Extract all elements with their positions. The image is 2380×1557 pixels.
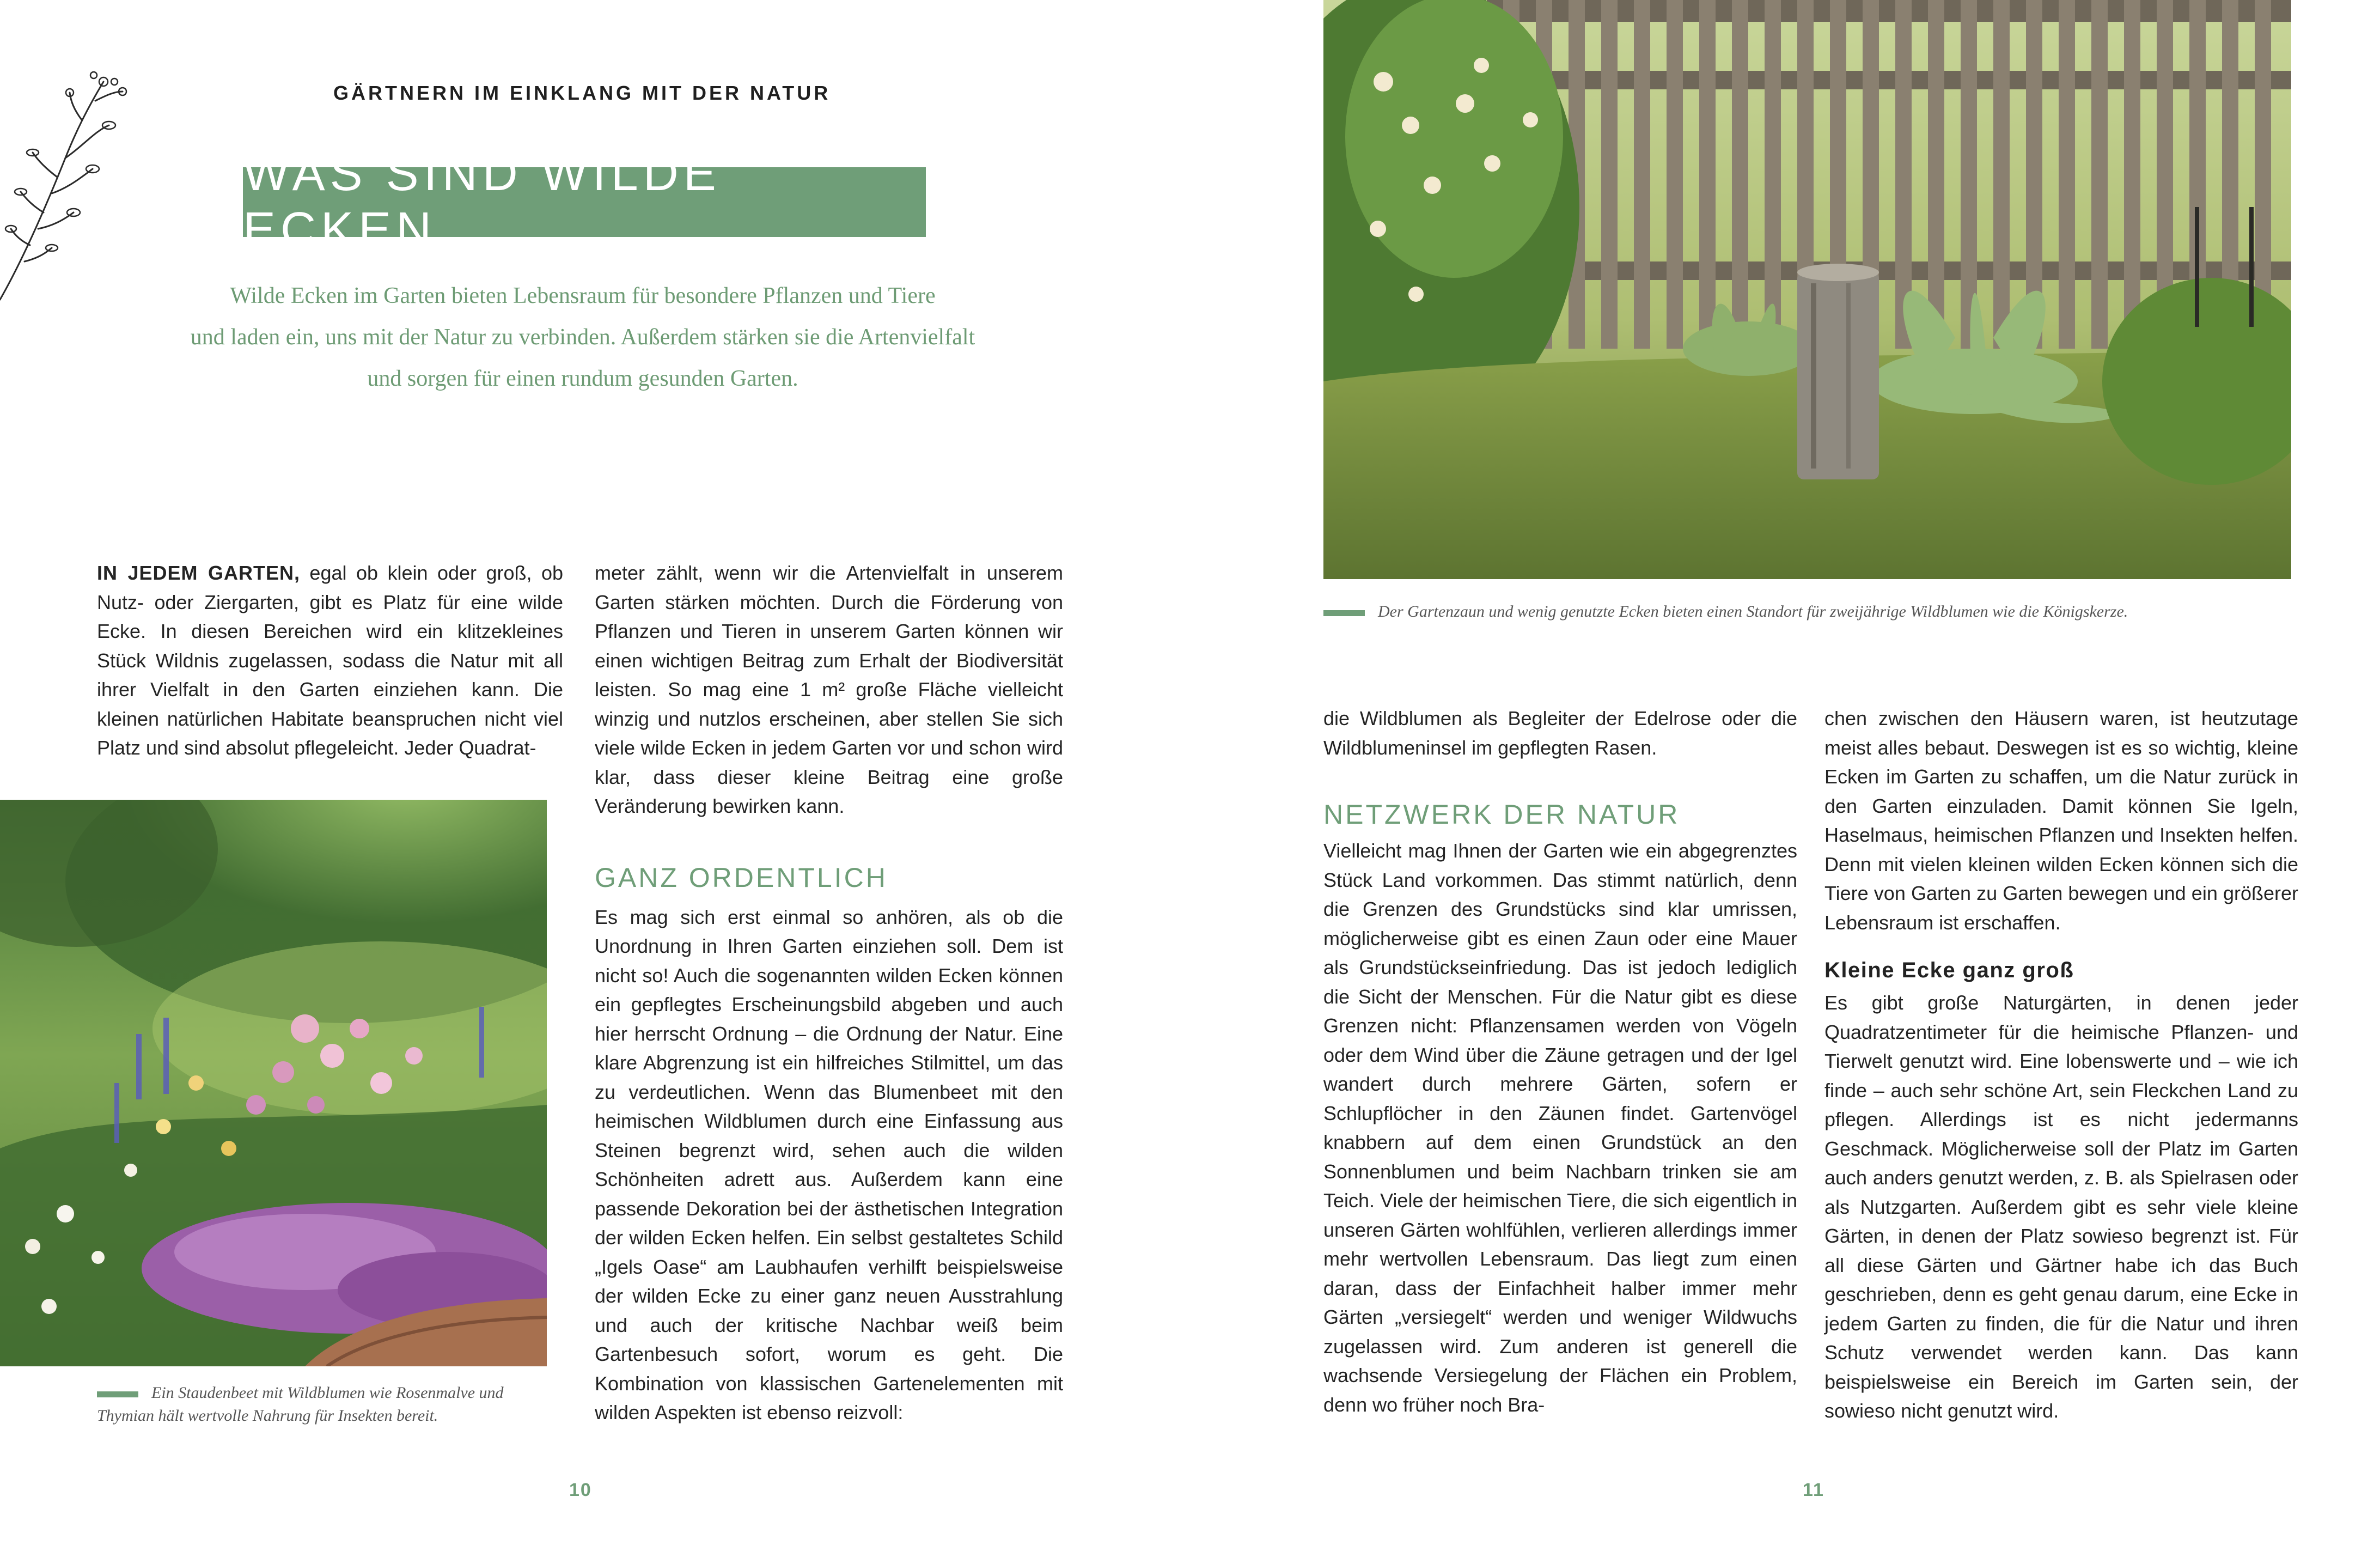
caption-bar [97,1391,138,1397]
column-2-para-1: meter zählt, wenn wir die Artenvielfalt in unserem Garten stärken möchten. Durch die Förderung von Pflanzen und Tieren in unserem Garten können wir einen wichtigen Beitrag zum Erhalt der Biodiversität leisten. So mag eine 1 m² große Fläche vielleicht winzig und nutzlos erscheinen, aber stellen Sie sich viele wilde Ecken in jedem Garten vor und schon wird klar, dass dieser kleine Beitrag eine große Veränderung bewirken kann. [595,562,1063,817]
title-banner [243,147,926,257]
column-2 [595,558,1063,1427]
lead-line-3: und sorgen für einen rundum gesunden Garten. [367,366,798,391]
lead-paragraph [109,275,1057,399]
photo-fence [1323,0,2291,579]
caption-text-right: Der Gartenzaun und wenig genutzte Ecken bieten einen Standort für zweijährige Wildblumen wie die Königskerze. [1378,603,2128,621]
column-1-body: egal ob klein oder groß, ob Nutz- oder Ziergarten, gibt es Platz für eine wilde Ecke. In diesen Bereichen wird ein klitzekleines Stück Wildnis zugelassen, sodass die Natur mit all ihrer Vielfalt in den Garten einziehen kann. Die kleinen natürlichen Habitate beanspruchen nicht viel Platz und sind absolut pflegeleicht. Jeder Quadrat- [97,562,563,759]
photo-caption-right [1323,600,2291,623]
page-number-left: 10 [569,1480,592,1500]
column-1 [97,558,563,763]
right-page [1190,0,2380,1557]
photo-flowerbed [0,800,547,1366]
column-3-para-2: Vielleicht mag Ihnen der Garten wie ein abgegrenztes Stück Land vorkommen. Das stimmt natürlich, denn die Grenzen des Grundstücks sind klar umrissen, möglicherweise gibt es einen Zaun oder eine Mauer als Grundstückseinfriedung. Das ist jedoch lediglich die Sicht der Menschen. Für die Natur gibt es diese Grenzen nicht: Pflanzensamen werden von Vögeln oder dem Wind über die Zäune getragen und der Igel wandert durch mehrere Gärten, sofern er Schlupflöcher in den Zäunen findet. Gartenvögel knabbern auf dem einen Grundstück an den Sonnenblumen und beim Nachbarn trinken sie am Teich. Viele der heimischen Tiere, die sich eigentlich in unseren Gärten wohlfühlen, verlieren allerdings immer mehr wertvollen Lebensraum. Das liegt zum einen daran, dass der Einfachheit halber immer mehr Gärten „versiegelt“ werden und weniger Wildwuchs zugelassen wird. Zum anderen ist generell die wachsende Versiegelung der Flächen ein Problem, denn wo früher noch Bra- [1323,840,1797,1416]
caption-bar [1323,610,1365,616]
fence-image [1323,0,2291,579]
heading-netzwerk-der-natur: NETZWERK DER NATUR [1323,799,1680,830]
chapter-kicker: GÄRTNERN IM EINKLANG MIT DER NATUR [333,82,831,104]
page-title: WAS SIND WILDE ECKEN [243,147,721,257]
botanical-sprig-icon [0,65,131,305]
flowerbed-image [0,800,547,1366]
column-1-text [97,558,563,763]
column-3-para-1: die Wildblumen als Begleiter der Edelrose oder die Wildblumeninsel im gepflegten Rasen. [1323,707,1797,759]
column-3 [1323,704,1797,1419]
column-4-para-2: Es gibt große Naturgärten, in denen jeder Quadratzentimeter für die heimische Pflanzen- und Tierwelt genutzt wird. Eine lobenswerte und – wie ich finde – auch sehr schöne Art, sein Fleckchen Land zu pflegen. Allerdings ist es nicht jedermanns Geschmack. Möglicherweise soll der Platz im Garten auch anders genutzt werden, z. B. als Spielrasen oder als Nutzgarten. Außerdem gibt es sehr viele kleine Gärten, in denen der Platz sowieso begrenzt ist. Für all diese Gärten und Gärtner habe ich das Buch geschrieben, denn es geht genau darum, eine Ecke in jedem Garten zu finden, die für die Natur und ihren Schutz verwendet werden kann. Das kann beispielsweise ein Bereich im Garten sein, der sowieso nicht genutzt wird. [1824,992,2298,1422]
lead-in: IN JEDEM GARTEN, [97,562,300,584]
lead-line-1: Wilde Ecken im Garten bieten Lebensraum für besondere Pflanzen und Tiere [230,283,936,308]
lead-line-2: und laden ein, uns mit der Natur zu verbinden. Außerdem stärken sie die Artenvielfalt [190,325,975,350]
caption-text-left: Ein Staudenbeet mit Wildblumen wie Rosenmalve und Thymian hält wertvolle Nahrung für Insekten bereit. [97,1384,504,1425]
heading-kleine-ecke: Kleine Ecke ganz groß [1824,958,2074,982]
column-4 [1824,704,2298,1426]
column-2-para-2: Es mag sich erst einmal so anhören, als ob die Unordnung in Ihren Garten einziehen soll. Dem ist nicht so! Auch die sogenannten wilden Ecken können ein gepflegtes Erscheinungsbild abgeben und auch hier herrscht Ordnung – die Ordnung der Natur. Eine klare Abgrenzung ist ein hilfreiches Stilmittel, um das zu verdeutlichen. Wenn das Blumenbeet mit den heimischen Wildblumen durch eine Einfassung aus Steinen begrenzt wird, sehen auch die wilden Schönheiten adrett aus. Außerdem kann eine passende Dekoration bei der ästhetischen Integration der wilden Ecken helfen. Ein selbst gestaltetes Schild „Igels Oase“ am Laubhaufen verhilft beispielsweise der wilden Ecke zu einer ganz neuen Ausstrahlung und auch der kritische Nachbar weiß beim Gartenbesuch sofort, worum es geht. Die Kombination von klassischen Gartenelementen mit wilden Aspekten ist ebenso reizvoll: [595,905,1063,1424]
page-number-right: 11 [1803,1480,1824,1500]
photo-caption-left [97,1382,554,1427]
heading-ganz-ordentlich: GANZ ORDENTLICH [595,862,888,893]
column-4-para-1: chen zwischen den Häusern waren, ist heutzutage meist alles bebaut. Deswegen ist es so wichtig, kleine Ecken im Garten zu schaffen, um die Natur zurück in den Garten einzuladen. Damit können Sie Igeln, Haselmaus, heimischen Pflanzen und Insekten helfen. Denn mit vielen kleinen wilden Ecken können sich die Tiere von Garten zu Garten bewegen und ein größerer Lebensraum ist erschaffen. [1824,707,2298,934]
